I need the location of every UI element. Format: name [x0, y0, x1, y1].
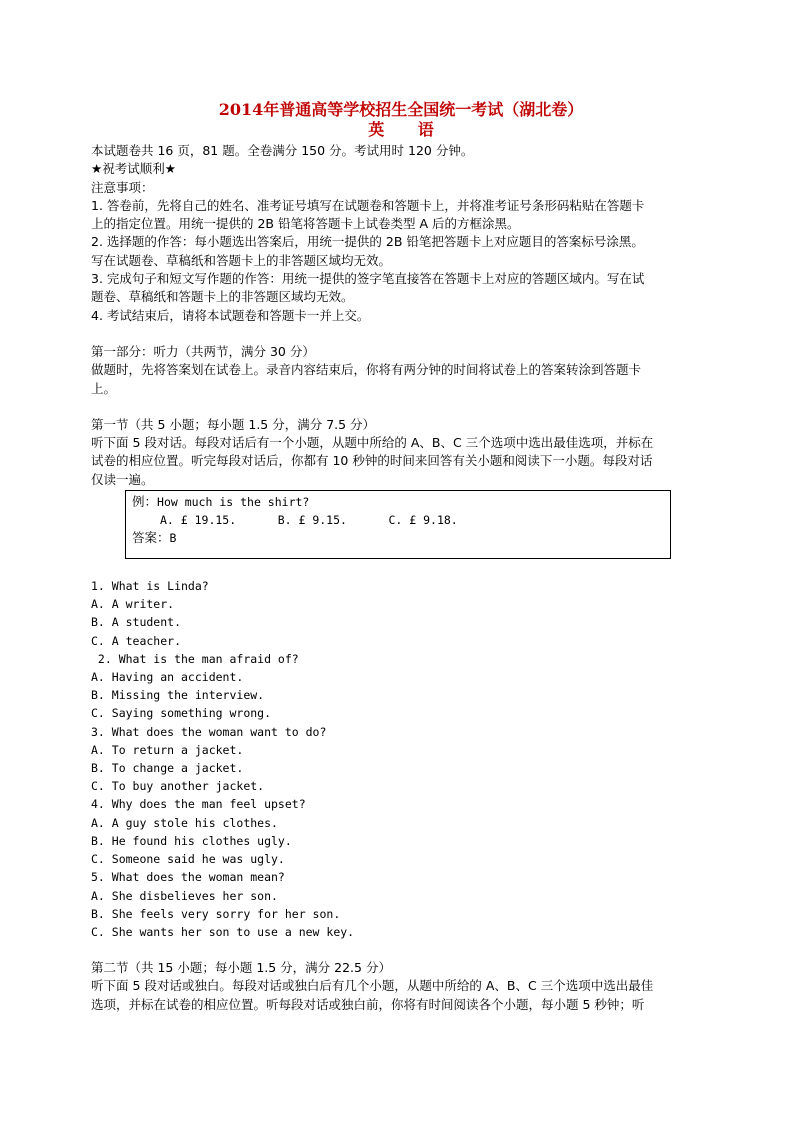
part1-desc: 上。: [91, 380, 117, 396]
example-box: [125, 490, 671, 559]
section1-block: [91, 416, 711, 559]
intro-line: 3. 完成句子和短文写作题的作答：用统一提供的签字笔直接答在答题卡上对应的答题区域内。写在试: [91, 271, 645, 287]
option: B. Missing the interview.: [91, 688, 265, 703]
example-answer-label: 答案：: [132, 530, 170, 546]
option: B. To change a jacket.: [91, 761, 244, 776]
option: A. To return a jacket.: [91, 742, 244, 757]
example-answer-row: [132, 529, 664, 547]
section1-desc: 仅读一遍。: [91, 471, 154, 487]
intro-block: [91, 142, 711, 325]
intro-line: 2. 选择题的作答：每小题选出答案后，用统一提供的 2B 铅笔把答题卡上对应题目的答案标号涂黑。: [91, 234, 644, 250]
option: B. She feels very sorry for her son.: [91, 906, 341, 921]
intro-line: 上的指定位置。用统一提供的 2B 铅笔将答题卡上试卷类型 A 后的方框涂黑。: [91, 216, 520, 232]
section2-desc: 选项，并标在试卷的相应位置。听每段对话或独白前，你将有时间阅读各个小题，每小题 5 秒钟；听: [91, 996, 645, 1012]
intro-line: 本试题卷共 16 页，81 题。全卷满分 150 分。考试用时 120 分钟。: [91, 143, 474, 158]
section1-heading: 第一节（共 5 小题；每小题 1.5 分，满分 7.5 分）: [91, 416, 376, 432]
question: 5. What does the woman mean?: [91, 870, 285, 885]
question: 1. What is Linda?: [91, 579, 209, 594]
intro-line: 4. 考试结束后，请将本试题卷和答题卡一并上交。: [91, 307, 370, 323]
option: C. A teacher.: [91, 633, 182, 648]
intro-line: ★祝考试顺利★: [91, 161, 176, 177]
exam-subject: 英 语: [368, 120, 448, 139]
example-answer: B: [169, 531, 177, 546]
section2-block: [91, 959, 711, 1014]
part1-block: [91, 343, 711, 398]
example-question: How much is the shirt?: [157, 495, 310, 510]
section2-heading: 第二节（共 15 小题；每小题 1.5 分，满分 22.5 分）: [91, 960, 391, 976]
exam-page: [91, 100, 711, 1014]
intro-line: 题卷、草稿纸和答题卡上的非答题区域均无效。: [91, 289, 354, 305]
section1-desc: 听下面 5 段对话。每段对话后有一个小题，从题中所给的 A、B、C 三个选项中选出最佳选项，并标在: [91, 435, 654, 451]
option: C. She wants her son to use a new key.: [91, 924, 355, 939]
part1-heading: 第一部分：听力（共两节，满分 30 分）: [91, 343, 315, 359]
option: C. To buy another jacket.: [91, 779, 265, 794]
option: A. Having an accident.: [91, 670, 244, 685]
option: B. A student.: [91, 615, 182, 630]
question: 4. Why does the man feel upset?: [91, 797, 306, 812]
intro-line: 1. 答卷前，先将自己的姓名、准考证号填写在试题卷和答题卡上，并将准考证号条形码粘贴在答题卡: [91, 197, 645, 213]
section1-desc: 试卷的相应位置。听完每段对话后，你都有 10 秒钟的时间来回答有关小题和阅读下一小题。每段对话: [91, 453, 653, 469]
option: A. A writer.: [91, 597, 175, 612]
intro-line: 注意事项：: [91, 179, 154, 195]
section2-desc: 听下面 5 段对话或独白。每段对话或独白后有几个小题，从题中所给的 A、B、C 三个选项中选出最佳: [91, 978, 654, 994]
example-options-row: [132, 511, 664, 529]
exam-title: 2014年普通高等学校招生全国统一考试（湖北卷）: [218, 100, 584, 119]
intro-line: 写在试题卷、草稿纸和答题卡上的非答题区域均无效。: [91, 252, 392, 268]
option: C. Saying something wrong.: [91, 706, 272, 721]
option: C. Someone said he was ugly.: [91, 852, 285, 867]
questions-list: [91, 577, 711, 941]
option: B. He found his clothes ugly.: [91, 833, 292, 848]
option: A. She disbelieves her son.: [91, 888, 278, 903]
question: 3. What does the woman want to do?: [91, 724, 327, 739]
example-question-row: [132, 493, 664, 511]
question: 2. What is the man afraid of?: [91, 651, 299, 666]
part1-desc: 做题时，先将答案划在试卷上。录音内容结束后，你将有两分钟的时间将试卷上的答案转涂到答题卡: [91, 362, 642, 378]
example-label: 例：: [132, 494, 158, 510]
option: A. A guy stole his clothes.: [91, 815, 278, 830]
example-options: A. £ 19.15. B. £ 9.15. C. £ 9.18.: [160, 513, 458, 528]
